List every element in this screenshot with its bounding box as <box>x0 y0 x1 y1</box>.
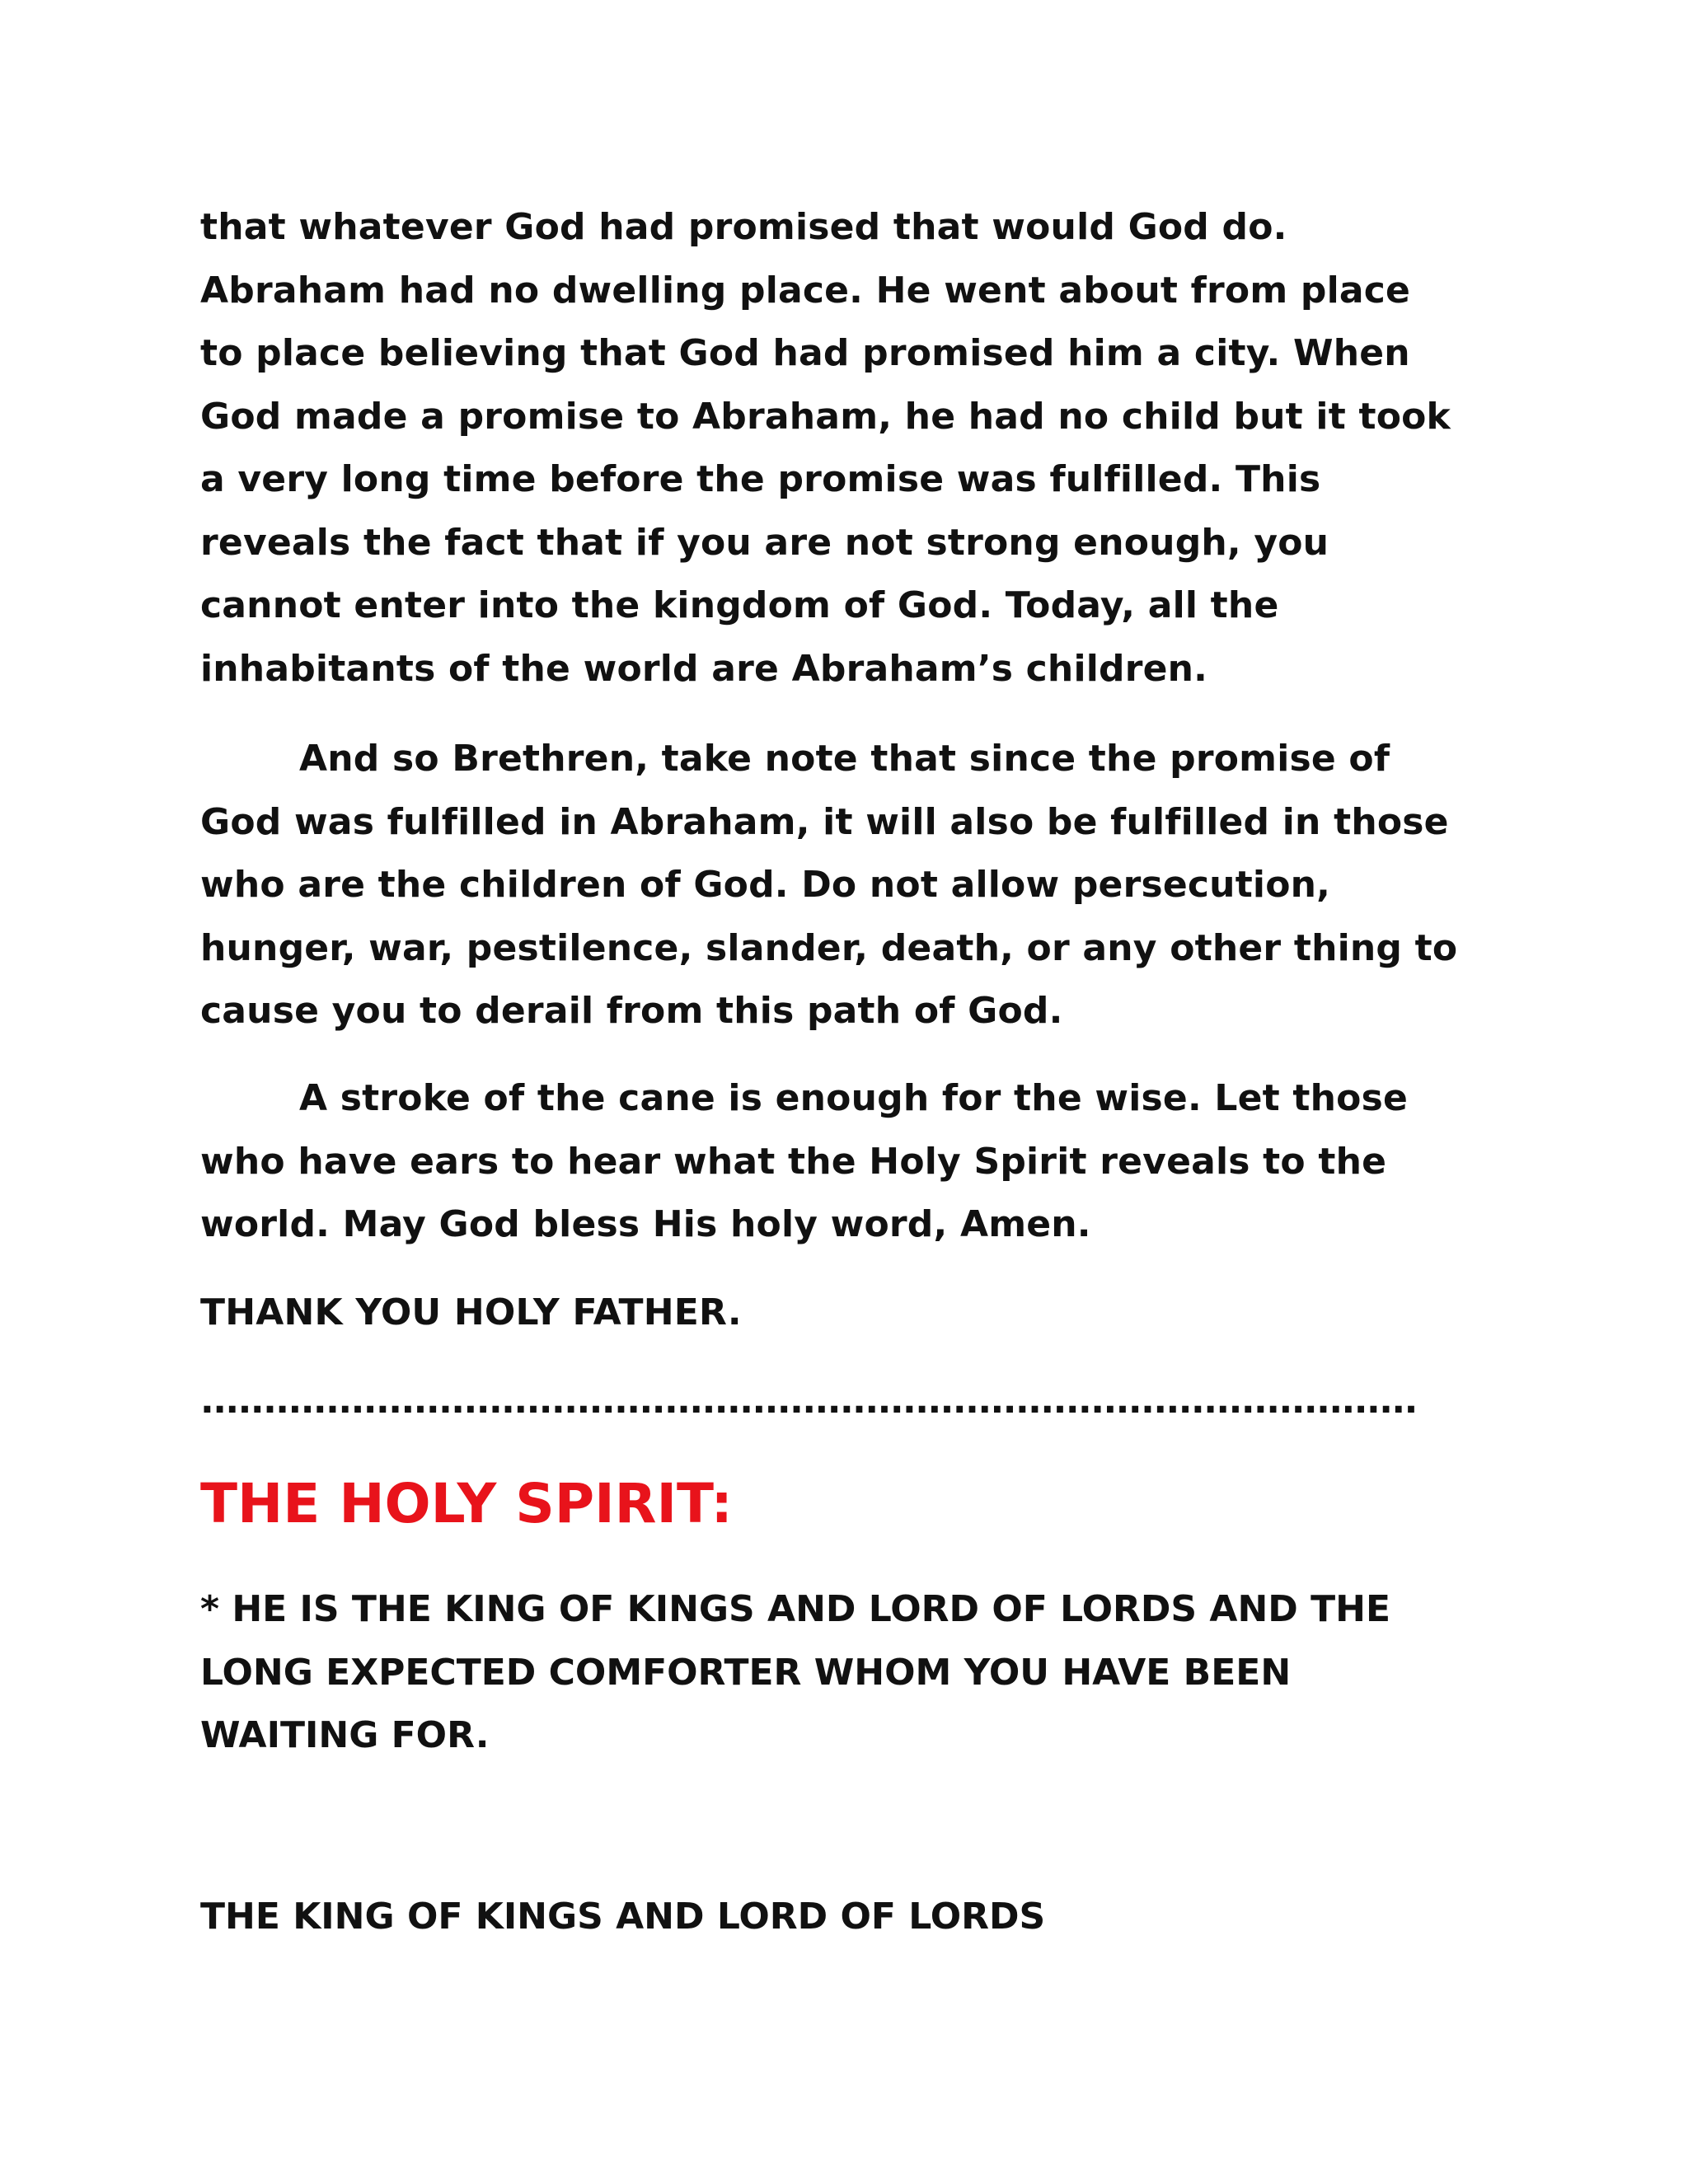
text-line: And so Brethren, take note that since the promise of <box>299 738 1390 780</box>
subtitle: THE KING OF KINGS AND LORD OF LORDS <box>200 1896 1046 1938</box>
text-line: who have ears to hear what the Holy Spirit reveals to the <box>200 1140 1387 1183</box>
text-line: hunger, war, pestilence, slander, death, or any other thing to <box>200 926 1458 969</box>
text-line: to place believing that God had promised him a city. When <box>200 332 1410 374</box>
text-line: God was fulfilled in Abraham, it will also be fulfilled in those <box>200 800 1449 843</box>
section-heading: THE HOLY SPIRIT: <box>200 1472 733 1535</box>
text-line: inhabitants of the world are Abraham’s children. <box>200 647 1208 690</box>
paragraph-brethren <box>200 728 1457 1043</box>
text-line: who are the children of God. Do not allow persecution, <box>200 864 1331 906</box>
text-line: world. May God bless His holy word, Amen. <box>200 1203 1091 1245</box>
text-line: reveals the fact that if you are not strong enough, you <box>200 521 1329 564</box>
dotted-separator: ................................................................................................. <box>200 1380 1417 1422</box>
text-line: cannot enter into the kingdom of God. Today, all the <box>200 584 1279 626</box>
paragraph-stroke-of-cane <box>200 1067 1408 1257</box>
text-line: God made a promise to Abraham, he had no child but it took <box>200 395 1451 438</box>
text-line: A stroke of the cane is enough for the wise. Let those <box>299 1077 1409 1119</box>
closing-line: THANK YOU HOLY FATHER. <box>200 1291 742 1333</box>
text-line: that whatever God had promised that would God do. <box>200 206 1287 248</box>
text-line: Abraham had no dwelling place. He went about from place <box>200 269 1411 312</box>
bullet-statement <box>200 1578 1390 1768</box>
text-line: WAITING FOR. <box>200 1714 490 1756</box>
paragraph-abraham <box>200 196 1451 701</box>
text-line: cause you to derail from this path of God. <box>200 990 1063 1032</box>
text-line: LONG EXPECTED COMFORTER WHOM YOU HAVE BEEN <box>200 1651 1292 1694</box>
text-line: * HE IS THE KING OF KINGS AND LORD OF LORDS AND THE <box>200 1588 1391 1630</box>
text-line: a very long time before the promise was fulfilled. This <box>200 458 1321 500</box>
